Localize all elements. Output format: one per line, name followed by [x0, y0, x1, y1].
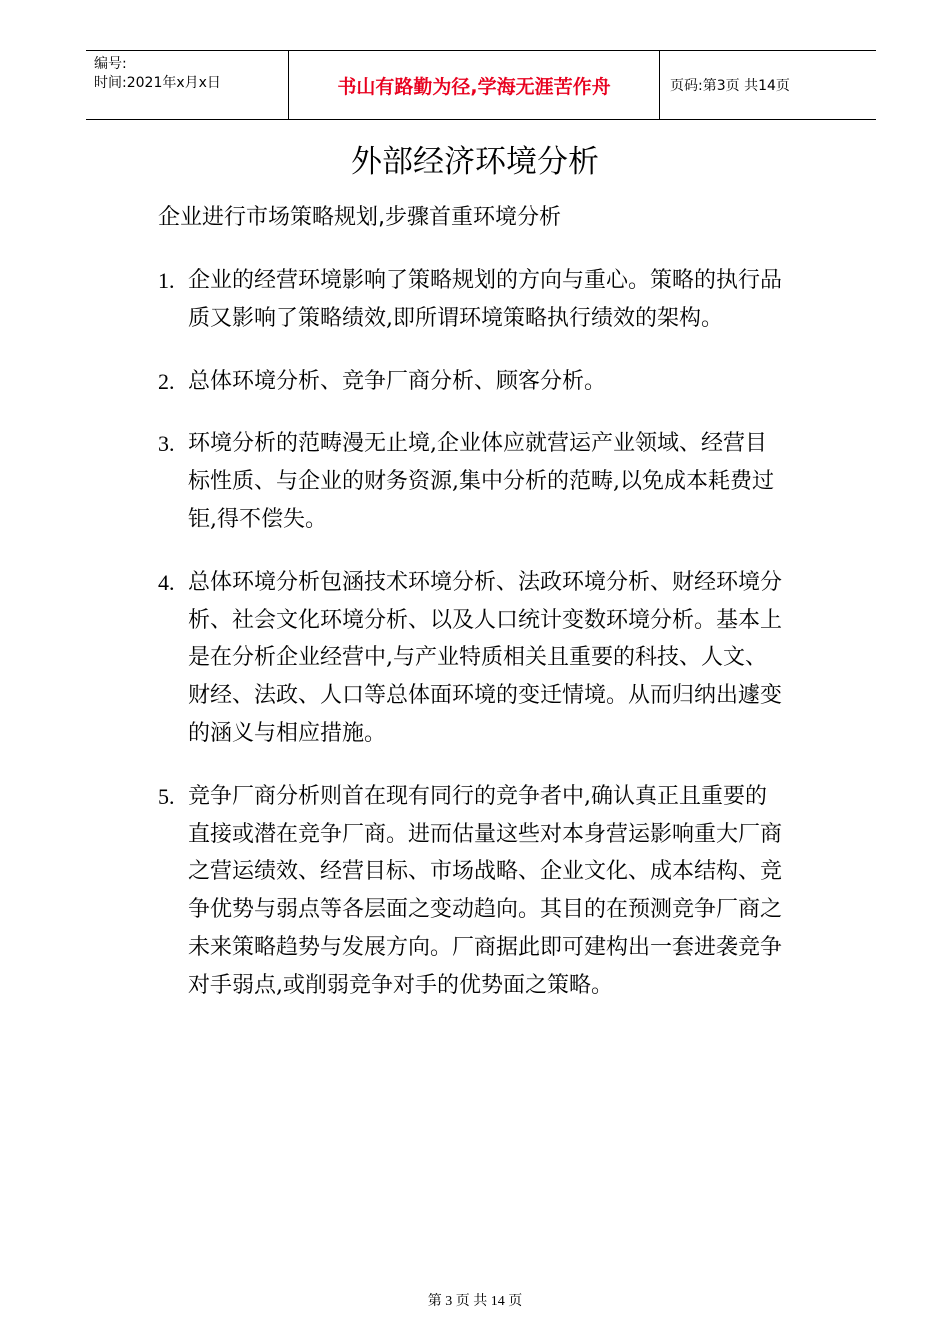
list-item	[158, 425, 798, 538]
header-page-info: 页码:第3页 共14页	[670, 78, 790, 94]
time-label: 时间:2021年x月x日	[94, 75, 221, 91]
list-item	[158, 363, 798, 401]
header-meta	[94, 55, 221, 93]
document-subtitle: 企业进行市场策略规划,步骤首重环境分析	[158, 205, 561, 230]
item-text: 竞争厂商分析则首在现有同行的竞争者中,确认真正且重要的直接或潜在竞争厂商。进而估量这些对本身营运影响重大厂商之营运绩效、经营目标、市场战略、企业文化、成本结构、竞争优势与弱点等各层面之变动趋向。其目的在预测竞争厂商之未来策略趋势与发展方向。厂商据此即可建构出一套进袭竞争对手弱点,或削弱竞争对手的优势面之策略。	[188, 783, 783, 998]
item-text: 总体环境分析包涵技术环境分析、法政环境分析、财经环境分析、社会文化环境分析、以及人口统计变数环境分析。基本上是在分析企业经营中,与产业特质相关且重要的科技、人文、财经、法政、人口等总体面环境的变迁情境。从而归纳出遽变的涵义与相应措施。	[188, 569, 783, 746]
number-label: 编号:	[94, 56, 127, 72]
header-motto: 书山有路勤为径,学海无涯苦作舟	[288, 51, 660, 119]
numbered-list	[158, 262, 798, 1030]
item-number: 1.	[158, 268, 175, 293]
item-number: 5.	[158, 783, 175, 809]
page-footer: 第 3 页 共 14 页	[427, 1294, 523, 1309]
page-header	[86, 50, 876, 120]
item-text: 企业的经营环境影响了策略规划的方向与重心。策略的执行品质又影响了策略绩效,即所谓环境策略执行绩效的架构。	[188, 268, 783, 331]
list-item	[158, 778, 798, 1005]
item-number: 2.	[158, 368, 175, 394]
item-number: 4.	[158, 569, 175, 595]
item-text: 环境分析的范畴漫无止境,企业体应就营运产业领域、经营目标性质、与企业的财务资源,集中分析的范畴,以免成本耗费过钜,得不偿失。	[188, 431, 774, 532]
item-text: 总体环境分析、竞争厂商分析、顾客分析。	[188, 368, 607, 394]
list-item	[158, 564, 798, 753]
list-item	[158, 262, 798, 338]
document-title: 外部经济环境分析	[351, 144, 599, 180]
item-number: 3.	[158, 431, 175, 457]
